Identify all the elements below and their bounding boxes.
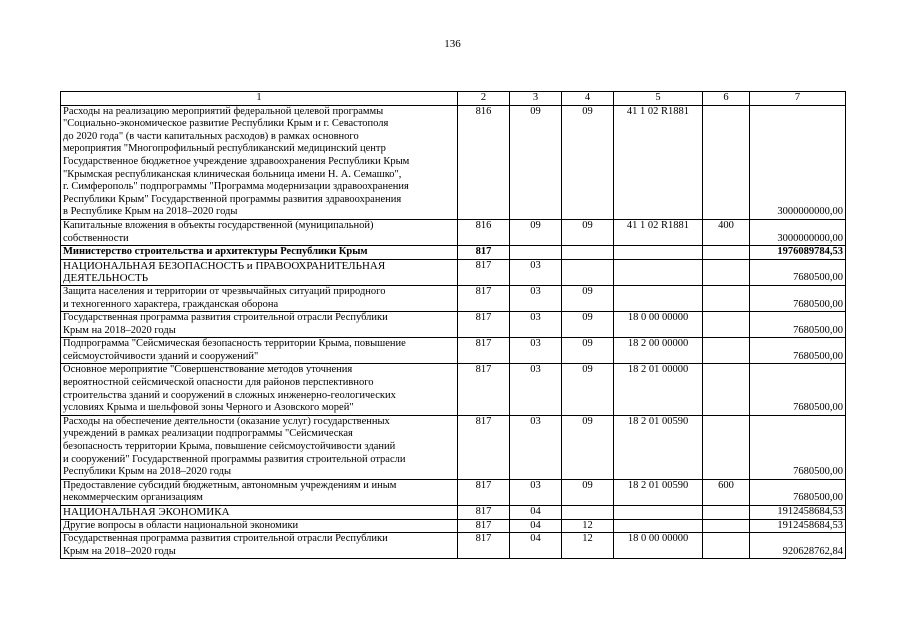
row-section-code: 04	[510, 533, 562, 559]
row-amount: 1976089784,53	[750, 246, 846, 260]
row-subsection-code: 09	[562, 105, 614, 219]
row-name: Подпрограмма "Сейсмическая безопасность территории Крыма, повышение сейсмоустойчивости зданий и сооружений"	[61, 338, 458, 364]
row-section-code: 04	[510, 519, 562, 533]
row-expense-type	[703, 506, 750, 520]
row-ministry-code: 817	[458, 506, 510, 520]
row-section-code	[510, 246, 562, 260]
row-section-code: 09	[510, 105, 562, 219]
header-cell-3: 3	[510, 92, 562, 106]
row-name: Расходы на реализацию мероприятий федеральной целевой программы "Социально-экономическое развитие Республики Крым и г. Севастополя до 2020 года" (в части капитальных расходов) в рамках основного мероприятия "Многопрофильный республиканский медицинский центр Государственное бюджетное учреждение здравоохранения Республики Крым "Крымская республиканская клиническая больница имени Н. А. Семашко", г. Симферополь" подпрограммы "Программа модернизации здравоохранения Республики Крым" Государственной программы развития здравоохранения в Республике Крым на 2018–2020 годы	[61, 105, 458, 219]
row-subsection-code: 09	[562, 312, 614, 338]
row-subsection-code: 09	[562, 479, 614, 505]
row-section-code: 03	[510, 415, 562, 479]
row-target-article	[614, 519, 703, 533]
row-amount: 7680500,00	[750, 259, 846, 285]
row-amount: 7680500,00	[750, 312, 846, 338]
row-ministry-code: 817	[458, 533, 510, 559]
row-subsection-code: 09	[562, 285, 614, 311]
row-amount: 7680500,00	[750, 338, 846, 364]
row-section-code: 03	[510, 312, 562, 338]
row-name: Защита населения и территории от чрезвычайных ситуаций природного и техногенного характера, гражданская оборона	[61, 285, 458, 311]
table-row	[61, 415, 846, 479]
row-expense-type: 600	[703, 479, 750, 505]
row-target-article	[614, 246, 703, 260]
row-target-article	[614, 259, 703, 285]
row-expense-type	[703, 415, 750, 479]
row-subsection-code: 09	[562, 219, 614, 245]
table-row	[61, 338, 846, 364]
header-row	[61, 92, 846, 106]
row-name: Предоставление субсидий бюджетным, автономным учреждениям и иным некоммерческим организациям	[61, 479, 458, 505]
row-expense-type	[703, 364, 750, 415]
row-ministry-code: 817	[458, 479, 510, 505]
row-section-code: 03	[510, 259, 562, 285]
row-target-article: 18 0 00 00000	[614, 533, 703, 559]
row-expense-type	[703, 533, 750, 559]
row-expense-type	[703, 312, 750, 338]
table-row	[61, 105, 846, 219]
row-ministry-code: 816	[458, 219, 510, 245]
table-row	[61, 364, 846, 415]
header-cell-7: 7	[750, 92, 846, 106]
row-subsection-code: 12	[562, 519, 614, 533]
row-expense-type	[703, 105, 750, 219]
row-name: Расходы на обеспечение деятельности (оказание услуг) государственных учреждений в рамках реализации подпрограммы "Сейсмическая безопасность территории Крыма, повышение сейсмоустойчивости зданий и сооружений" Государственной программы развития строительной отрасли Республики Крым на 2018–2020 годы	[61, 415, 458, 479]
table-row	[61, 219, 846, 245]
table-row	[61, 246, 846, 260]
row-subsection-code: 09	[562, 338, 614, 364]
row-ministry-code: 817	[458, 285, 510, 311]
row-expense-type	[703, 338, 750, 364]
row-target-article: 18 2 00 00000	[614, 338, 703, 364]
row-expense-type	[703, 246, 750, 260]
table-row	[61, 312, 846, 338]
row-section-code: 09	[510, 219, 562, 245]
row-amount: 1912458684,53	[750, 519, 846, 533]
table-row	[61, 285, 846, 311]
header-cell-2: 2	[458, 92, 510, 106]
table-row	[61, 506, 846, 520]
row-amount: 920628762,84	[750, 533, 846, 559]
row-expense-type	[703, 259, 750, 285]
row-subsection-code	[562, 246, 614, 260]
table-row	[61, 259, 846, 285]
header-cell-5: 5	[614, 92, 703, 106]
row-ministry-code: 817	[458, 246, 510, 260]
table-row	[61, 519, 846, 533]
row-amount: 7680500,00	[750, 479, 846, 505]
row-subsection-code: 09	[562, 364, 614, 415]
row-subsection-code	[562, 259, 614, 285]
row-name: Основное мероприятие "Совершенствование методов уточнения вероятностной сейсмической опасности для районов перспективного строительства зданий и сооружений в сложных инженерно-геологических условиях Крыма и шельфовой зоны Черного и Азовского морей"	[61, 364, 458, 415]
row-name: Государственная программа развития строительной отрасли Республики Крым на 2018–2020 годы	[61, 533, 458, 559]
row-amount: 7680500,00	[750, 364, 846, 415]
header-cell-1: 1	[61, 92, 458, 106]
row-target-article	[614, 285, 703, 311]
row-name: Государственная программа развития строительной отрасли Республики Крым на 2018–2020 годы	[61, 312, 458, 338]
row-name: Другие вопросы в области национальной экономики	[61, 519, 458, 533]
row-amount: 7680500,00	[750, 285, 846, 311]
row-target-article: 18 0 00 00000	[614, 312, 703, 338]
row-expense-type	[703, 285, 750, 311]
row-name: Министерство строительства и архитектуры Республики Крым	[61, 246, 458, 260]
row-section-code: 03	[510, 364, 562, 415]
row-target-article: 18 2 01 00590	[614, 479, 703, 505]
row-ministry-code: 817	[458, 519, 510, 533]
row-name: НАЦИОНАЛЬНАЯ ЭКОНОМИКА	[61, 506, 458, 520]
row-section-code: 04	[510, 506, 562, 520]
row-ministry-code: 817	[458, 415, 510, 479]
row-amount: 7680500,00	[750, 415, 846, 479]
table-row	[61, 479, 846, 505]
row-section-code: 03	[510, 338, 562, 364]
row-section-code: 03	[510, 285, 562, 311]
header-cell-6: 6	[703, 92, 750, 106]
row-subsection-code: 09	[562, 415, 614, 479]
row-target-article: 41 1 02 R1881	[614, 219, 703, 245]
row-name: НАЦИОНАЛЬНАЯ БЕЗОПАСНОСТЬ и ПРАВООХРАНИТЕЛЬНАЯ ДЕЯТЕЛЬНОСТЬ	[61, 259, 458, 285]
row-ministry-code: 817	[458, 259, 510, 285]
row-expense-type	[703, 519, 750, 533]
row-ministry-code: 817	[458, 338, 510, 364]
row-amount: 1912458684,53	[750, 506, 846, 520]
row-ministry-code: 817	[458, 364, 510, 415]
header-cell-4: 4	[562, 92, 614, 106]
row-name: Капитальные вложения в объекты государственной (муниципальной) собственности	[61, 219, 458, 245]
row-amount: 3000000000,00	[750, 219, 846, 245]
page-number: 136	[444, 38, 461, 50]
row-expense-type: 400	[703, 219, 750, 245]
row-ministry-code: 817	[458, 312, 510, 338]
row-target-article: 18 2 01 00590	[614, 415, 703, 479]
row-section-code: 03	[510, 479, 562, 505]
budget-table	[60, 91, 846, 559]
row-target-article: 41 1 02 R1881	[614, 105, 703, 219]
row-subsection-code: 12	[562, 533, 614, 559]
row-target-article: 18 2 01 00000	[614, 364, 703, 415]
row-subsection-code	[562, 506, 614, 520]
row-ministry-code: 816	[458, 105, 510, 219]
row-amount: 3000000000,00	[750, 105, 846, 219]
row-target-article	[614, 506, 703, 520]
table-row	[61, 533, 846, 559]
